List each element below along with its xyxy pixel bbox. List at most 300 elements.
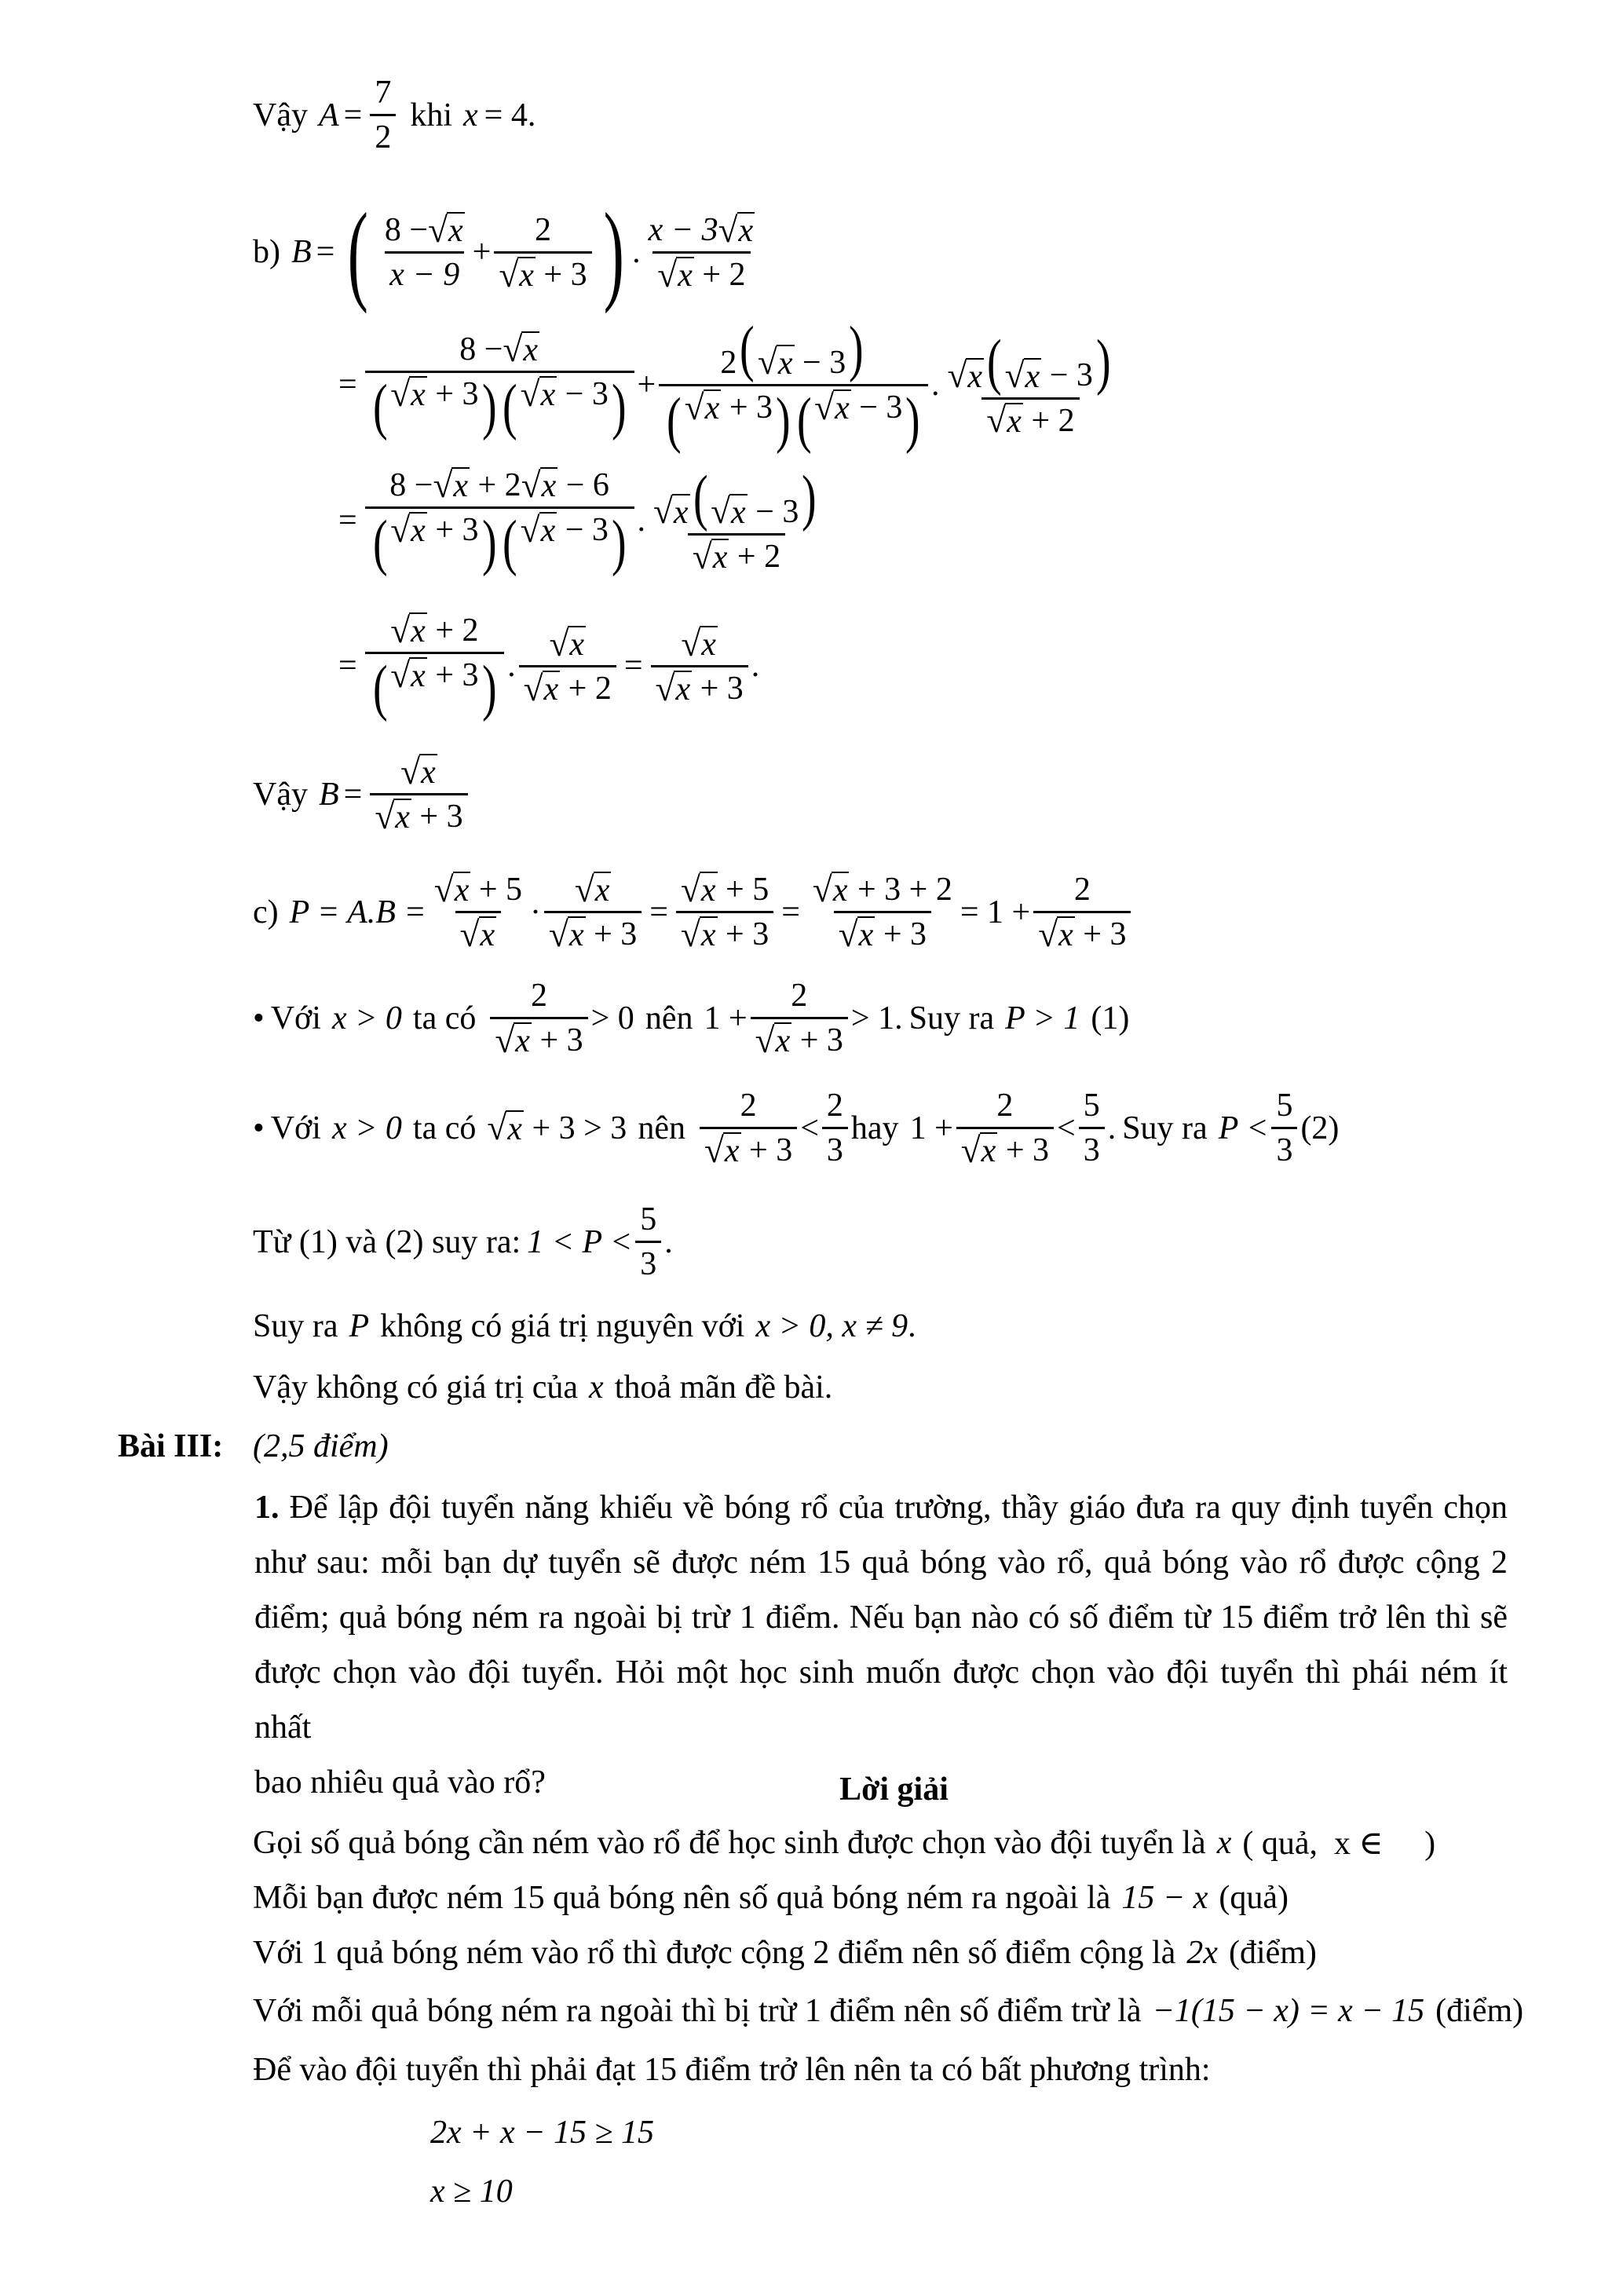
math-expr: = 4: [484, 97, 528, 133]
t: + 3: [419, 799, 463, 835]
text: nên: [638, 1110, 685, 1146]
denominator: [834, 911, 931, 952]
t: − 3: [565, 512, 609, 549]
math-expr: 1 < P <: [527, 1223, 633, 1260]
denominator: [544, 911, 642, 952]
t: x: [453, 468, 468, 505]
numerator: [676, 623, 722, 665]
bullet-1: [253, 978, 1129, 1058]
sqrt: √ x: [812, 869, 848, 909]
t: x: [448, 212, 463, 249]
t: + 3: [543, 256, 587, 293]
denominator: 2: [370, 114, 396, 155]
t: + 2: [477, 467, 521, 503]
text: ta có: [412, 1000, 477, 1036]
denominator: [651, 665, 748, 707]
t: x − 3: [648, 211, 718, 248]
math-expr: 15 − x: [1121, 1880, 1208, 1916]
numerator: [380, 212, 470, 251]
fraction: [1033, 872, 1131, 952]
combine-line: [253, 1201, 673, 1282]
numerator: [396, 751, 442, 793]
math-op: <: [1057, 1110, 1076, 1146]
t: Với 1 quả bóng ném vào rổ thì được cộng 2 điểm nên số điểm cộng là: [253, 1935, 1176, 1971]
t: x: [569, 626, 584, 663]
numerator: 2: [1073, 872, 1091, 908]
t: (điểm): [1228, 1935, 1317, 1971]
t: + 3: [726, 916, 769, 953]
fraction: [365, 610, 504, 723]
t: x: [411, 376, 426, 413]
t: x: [541, 468, 557, 505]
fraction: [956, 1088, 1054, 1168]
math-op: .: [637, 503, 645, 539]
statement-line: [254, 1480, 1508, 1535]
t: + 3: [435, 657, 479, 694]
sqrt: √ x: [960, 1130, 996, 1170]
denominator: ( √ x + 3 ) ( √ x − 3 ): [659, 384, 928, 452]
numerator: 2 ( √ x − 3 ): [720, 314, 864, 383]
numerator: [808, 869, 957, 911]
t: − 3: [565, 375, 609, 412]
denominator: 3: [1079, 1127, 1105, 1168]
text: hay: [850, 1110, 899, 1146]
t: − 3: [802, 344, 846, 381]
numerator: [676, 869, 773, 911]
sqrt: √ x: [375, 796, 410, 836]
math-op: +: [637, 367, 656, 404]
math-expr: x > 0: [331, 1000, 402, 1036]
t: x: [515, 1023, 530, 1060]
t: x: [395, 799, 410, 836]
denominator: [700, 1127, 797, 1168]
sqrt: √ x: [814, 387, 850, 427]
t: x: [507, 1110, 522, 1147]
t: x: [704, 389, 720, 426]
sqrt: √ x: [681, 623, 716, 664]
sqrt: √ x: [947, 356, 983, 396]
punct: .: [527, 97, 536, 133]
inequality: 2x + x − 15 ≥ 15: [430, 2115, 655, 2151]
problem-statement: [254, 1480, 1508, 1810]
math-var: B: [318, 776, 339, 813]
denominator: [676, 911, 773, 952]
t: + 3: [435, 512, 479, 549]
numerator: 7: [375, 75, 392, 111]
math-op: =: [338, 503, 357, 539]
numerator: 2: [534, 211, 551, 248]
numerator: 5: [640, 1201, 657, 1238]
equation-tag: (2): [1300, 1110, 1340, 1146]
text: Từ (1) và (2) suy ra:: [253, 1223, 521, 1260]
sqrt: √ x: [487, 1108, 522, 1148]
sqrt: √ x: [390, 510, 426, 550]
solution-title: Lời giải: [839, 1771, 949, 1808]
denominator: [455, 911, 502, 952]
math-expr: x > 0: [331, 1110, 402, 1146]
denominator: [956, 1127, 1054, 1168]
sqrt: √ x: [433, 869, 470, 909]
equation-tag: (1): [1091, 1000, 1130, 1036]
fraction: [1079, 1088, 1105, 1168]
t: x: [411, 513, 426, 550]
t: + 3: [594, 916, 638, 953]
t: x: [832, 872, 848, 909]
fraction: [519, 623, 616, 708]
math-op: =: [343, 97, 363, 133]
math-expr: = 1 +: [960, 894, 1031, 930]
t: + 3: [539, 1022, 583, 1059]
math-op: =: [781, 894, 800, 930]
math-op: +: [472, 234, 492, 271]
t: + 3: [700, 670, 744, 707]
fraction: [822, 1088, 848, 1168]
bullet-icon: •: [253, 1000, 265, 1036]
text: Vậy: [253, 97, 308, 133]
no-integer-line: [253, 1307, 916, 1345]
numerator: [544, 623, 590, 665]
math-op: .: [632, 234, 641, 271]
math-op: =: [649, 894, 668, 930]
part-b-step-2: [334, 463, 828, 578]
fraction: [380, 212, 470, 293]
sqrt: √ x: [704, 1130, 740, 1170]
problem-heading: [118, 1428, 389, 1465]
text: Suy ra: [1122, 1110, 1208, 1146]
sqrt: √ x: [459, 914, 495, 954]
fraction: [1271, 1088, 1297, 1168]
sqrt: √ x: [986, 400, 1022, 441]
t: 8 −: [389, 467, 433, 503]
t: x: [981, 1133, 996, 1170]
math-expr: 1 +: [909, 1110, 953, 1146]
sqrt: √ x: [499, 254, 534, 294]
t: + 2: [737, 538, 781, 575]
t: Với mỗi quả bóng ném ra ngoài thì bị trừ 1 điểm nên số điểm trừ là: [253, 1993, 1142, 2029]
t: x: [835, 389, 850, 426]
problem-title: Bài III:: [118, 1428, 224, 1464]
denominator: [494, 251, 591, 293]
t: + 3: [749, 1132, 793, 1169]
t: x: [1007, 403, 1022, 440]
t: x: [678, 257, 693, 294]
t: x: [594, 872, 610, 909]
t: 8 −: [384, 211, 429, 248]
numerator: [386, 612, 483, 652]
sqrt: √ x: [521, 465, 557, 505]
t: + 3: [1083, 916, 1127, 953]
punct: .: [908, 1308, 916, 1344]
t: x: [777, 345, 793, 382]
t: 8 −: [459, 331, 503, 367]
numerator: [430, 869, 527, 911]
statement-line: như sau: mỗi bạn dự tuyển sẽ được ném 15 quả bóng vào rổ, quả bóng vào rổ được cộng 2: [254, 1545, 1508, 1581]
t: + 2: [702, 256, 746, 293]
fraction: [808, 869, 957, 954]
text: ta có: [412, 1110, 477, 1146]
text: Suy ra: [908, 1000, 995, 1036]
math-var: x: [463, 97, 478, 133]
part-a-conclusion: [253, 75, 536, 155]
math-expr: x > 0, x ≠ 9: [755, 1308, 908, 1344]
math-expr: P <: [1218, 1110, 1269, 1146]
numerator: 2: [996, 1088, 1014, 1124]
t: x: [675, 671, 691, 707]
text: Vậy: [253, 776, 308, 813]
t: x: [480, 917, 495, 954]
t: x: [700, 872, 716, 909]
sqrt: √ x: [390, 610, 426, 650]
t: (quả): [1219, 1880, 1289, 1916]
t: x: [421, 755, 436, 791]
t: x: [775, 1023, 791, 1060]
text: nên: [645, 1000, 693, 1036]
fraction: [649, 463, 824, 576]
math-var: B: [291, 234, 312, 271]
sqrt: √ x: [549, 623, 584, 664]
t: x: [411, 613, 426, 650]
denominator: [751, 1017, 848, 1058]
fraction: [494, 212, 591, 293]
sqrt: √ x: [428, 210, 463, 250]
sqrt: √ x: [520, 374, 556, 414]
t: Mỗi bạn được ném 15 quả bóng nên số quả bóng ném ra ngoài là: [253, 1880, 1111, 1916]
fraction: [430, 869, 527, 954]
t: (điểm): [1435, 1993, 1524, 2029]
sqrt: √ x: [400, 751, 436, 792]
text: Suy ra: [253, 1308, 338, 1344]
t: + 3: [883, 916, 927, 953]
numerator: 2: [791, 978, 808, 1014]
math-expr: + 3 > 3: [532, 1110, 627, 1146]
t: x: [1025, 358, 1040, 395]
solution-line: [253, 2051, 1211, 2089]
t: x: [967, 358, 983, 395]
t: x: [411, 658, 426, 695]
part-label: b): [253, 234, 280, 271]
numerator: √ x ( √ x − 3 ): [947, 327, 1111, 397]
t: + 5: [726, 872, 769, 908]
t: x: [519, 257, 534, 294]
math-expr: 2x: [1186, 1935, 1218, 1971]
math-op: .: [507, 648, 516, 685]
math-var: A: [318, 97, 339, 133]
t: + 2: [568, 670, 612, 707]
part-c-expression: [253, 869, 1134, 954]
fraction: [544, 869, 642, 954]
fraction: [370, 751, 467, 836]
fraction: [370, 75, 396, 155]
sqrt: √ x: [684, 387, 720, 427]
math-op: ·: [530, 894, 542, 930]
numerator: √ x ( √ x − 3 ): [653, 463, 817, 532]
denominator: [490, 1017, 587, 1058]
numerator: 2: [531, 978, 547, 1014]
sqrt: √ x: [655, 668, 691, 708]
punct: .: [664, 1223, 673, 1260]
t: x: [701, 626, 716, 663]
math-expr: P > 1: [1005, 1000, 1080, 1036]
math-expr: 1 +: [704, 1000, 748, 1036]
sqrt: √ x: [711, 492, 746, 532]
sqrt: √ x: [755, 1020, 791, 1060]
math-var: x: [1216, 1825, 1232, 1861]
numerator: 5: [1083, 1088, 1100, 1124]
t: − 3: [859, 389, 903, 426]
t: Để lập đội tuyển năng khiếu về bóng rổ của trường, thầy giáo đưa ra quy định tuyển chọn: [289, 1490, 1508, 1526]
t: x: [540, 376, 556, 413]
part-b-step-1: [334, 314, 1121, 455]
denominator: [519, 665, 616, 707]
sqrt: √ x: [1004, 356, 1040, 396]
sqrt: √ x: [390, 374, 426, 414]
t: + 5: [478, 872, 523, 909]
fraction: [651, 623, 748, 708]
math-op: .: [931, 367, 940, 404]
inequality: x ≥ 10: [430, 2174, 513, 2210]
sqrt: √ x: [692, 536, 728, 576]
fraction: [676, 869, 773, 954]
math-var: P: [349, 1308, 370, 1344]
t: x: [543, 671, 559, 707]
solution-heading: [0, 1771, 1623, 1808]
text: Với: [270, 1000, 321, 1036]
t: + 2: [1031, 402, 1075, 439]
solution-line: [253, 1823, 1435, 1863]
t: + 2: [435, 612, 479, 649]
denominator: [981, 397, 1079, 439]
t: x: [700, 917, 716, 954]
fraction: [700, 1088, 797, 1168]
denominator: ( √ x + 3 ) ( √ x − 3 ): [365, 371, 634, 439]
t: x: [712, 539, 728, 576]
final-conclusion: [253, 1369, 832, 1406]
sqrt: √ x: [574, 869, 610, 909]
part-b-step-3: [334, 610, 760, 723]
sqrt: √ x: [653, 492, 689, 532]
math-expr: −1(15 − x) = x − 15: [1152, 1993, 1425, 2029]
t: Gọi số quả bóng cần ném vào rổ để học sinh được chọn vào đội tuyển là: [253, 1825, 1206, 1861]
text: Vậy không có giá trị của: [253, 1369, 579, 1406]
t: + 3: [435, 375, 479, 412]
right-paren: ): [603, 190, 624, 314]
denominator: x − 9: [385, 251, 464, 293]
numerator: [385, 467, 614, 506]
sqrt: √ x: [757, 342, 793, 382]
sqrt: √ x: [838, 914, 874, 954]
sqrt: √ x: [433, 465, 468, 505]
solution-line: [253, 1992, 1523, 2030]
t: x: [568, 917, 584, 954]
statement-line: được chọn vào đội tuyển. Hỏi một học sinh muốn được chọn vào đội tuyển thì phái ném ít nhất: [254, 1654, 1508, 1746]
part-b-definition: [253, 190, 762, 314]
denominator: 3: [1271, 1127, 1297, 1168]
text: không có giá trị nguyên với: [380, 1308, 745, 1344]
punct: .: [1107, 1110, 1117, 1146]
denominator: 3: [822, 1127, 848, 1168]
bullet-2: [253, 1088, 1339, 1168]
bullet-icon: •: [253, 1110, 265, 1146]
numerator: [455, 331, 544, 371]
solution-line: [253, 1934, 1317, 1972]
math-op: =: [338, 648, 357, 685]
t: x: [738, 212, 754, 249]
t: − 6: [565, 467, 609, 503]
sqrt: √ x: [390, 655, 426, 695]
numerator: 5: [1276, 1088, 1293, 1124]
fraction: [635, 1201, 661, 1282]
t: x: [454, 872, 470, 909]
sqrt: √ x: [549, 914, 584, 954]
sqrt: √ x: [495, 1020, 530, 1060]
sqrt: √ x: [718, 210, 754, 250]
sqrt: √ x: [680, 914, 716, 954]
t: x: [1058, 917, 1073, 954]
numerator: [644, 212, 760, 251]
t: x: [673, 494, 689, 531]
t: x: [731, 494, 746, 531]
sqrt: √ x: [523, 668, 559, 708]
t: + 3: [799, 1022, 843, 1059]
sqrt: √ x: [1038, 914, 1073, 954]
problem-points: (2,5 điểm): [253, 1428, 389, 1464]
t: x: [540, 513, 556, 550]
math-expr: P = A.B =: [289, 894, 426, 930]
math-op: =: [623, 648, 643, 685]
t: x: [858, 917, 874, 954]
statement-line: bao nhiêu quả vào rổ?: [254, 1764, 546, 1801]
punct: .: [751, 648, 760, 685]
math-var: x: [589, 1369, 604, 1406]
sqrt: √ x: [520, 510, 556, 550]
t: x: [724, 1133, 740, 1170]
item-number: 1.: [254, 1490, 280, 1526]
denominator: ( √ x + 3 ): [365, 652, 504, 720]
t: + 3: [729, 389, 773, 426]
math-op: <: [800, 1110, 819, 1146]
part-b-conclusion: [253, 751, 471, 836]
text: thoả mãn đề bài.: [614, 1369, 833, 1406]
text: khi: [410, 97, 452, 133]
numerator: 2: [826, 1088, 843, 1124]
denominator: 3: [635, 1241, 661, 1282]
math-expr: > 0: [590, 1000, 634, 1036]
fraction: [644, 212, 760, 293]
math-expr: > 1.: [850, 1000, 903, 1036]
denominator: [1033, 911, 1131, 952]
denominator: ( √ x + 3 ) ( √ x − 3 ): [365, 506, 634, 575]
t: Để vào đội tuyển thì phải đạt 15 điểm trở lên nên ta có bất phương trình:: [253, 2052, 1211, 2088]
numerator: [570, 869, 616, 911]
math-op: =: [343, 776, 363, 813]
fraction: [490, 978, 587, 1058]
denominator: [652, 251, 750, 293]
statement-line: điểm; quả bóng ném ra ngoài bị trừ 1 điểm. Nếu bạn nào có số điểm từ 15 điểm trở lên thì sẽ: [254, 1600, 1508, 1636]
text: Với: [270, 1110, 321, 1146]
t: 2: [720, 344, 737, 381]
math-op: =: [338, 367, 357, 404]
fraction: [943, 327, 1119, 441]
math-op: =: [316, 234, 335, 271]
solution-line: [253, 1879, 1289, 1917]
fraction: [365, 331, 634, 439]
denominator: [370, 793, 467, 835]
t: − 3: [1049, 357, 1093, 394]
t: − 3: [755, 493, 799, 530]
part-label: c): [253, 894, 279, 930]
denominator: [688, 533, 785, 575]
fraction: [365, 465, 634, 578]
